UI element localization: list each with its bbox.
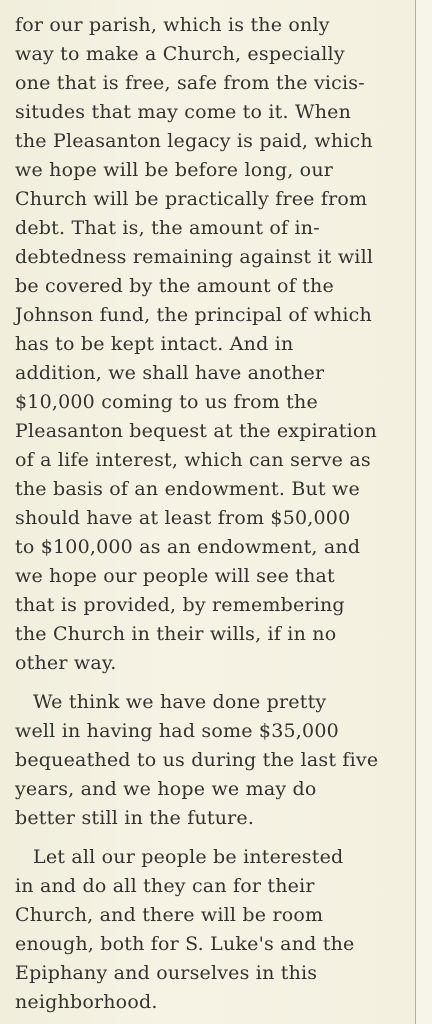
text-line: we hope will be before long, our: [15, 159, 334, 181]
text-line: way to make a Church, especially: [15, 43, 345, 65]
text-line: that is provided, by remembering: [15, 594, 345, 616]
text-line: better still in the future.: [15, 807, 255, 829]
text-line: the Church in their wills, if in no: [15, 623, 337, 645]
text-line: Church will be practically free from: [15, 188, 368, 210]
text-line: in and do all they can for their: [15, 875, 315, 897]
text-line: of a life interest, which can serve as: [15, 449, 371, 471]
text-line: neighborhood.: [15, 991, 158, 1013]
text-line: we hope our people will see that: [15, 565, 335, 587]
paragraph-first-line: We think we have done pretty: [33, 691, 327, 713]
text-line: to $100,000 as an endowment, and: [15, 536, 361, 558]
text-line: Pleasanton bequest at the expiration: [15, 420, 377, 442]
text-line: one that is free, safe from the vicis-: [15, 72, 365, 94]
text-line: well in having had some $35,000: [15, 720, 339, 742]
text-line: has to be kept intact. And in: [15, 333, 294, 355]
paragraph-first-line: Let all our people be interested: [33, 846, 344, 868]
text-line: addition, we shall have another: [15, 362, 325, 384]
text-line: the basis of an endowment. But we: [15, 478, 360, 500]
text-line: debt. That is, the amount of in-: [15, 217, 320, 239]
text-line: Johnson fund, the principal of which: [15, 304, 372, 326]
text-line: Epiphany and ourselves in this: [15, 962, 318, 984]
text-line: enough, both for S. Luke's and the: [15, 933, 355, 955]
text-line: Church, and there will be room: [15, 904, 324, 926]
text-line: should have at least from $50,000: [15, 507, 351, 529]
text-line: the Pleasanton legacy is paid, which: [15, 130, 373, 152]
text-line: years, and we hope we may do: [15, 778, 317, 800]
text-line: debtedness remaining against it will: [15, 246, 374, 268]
text-line: bequeathed to us during the last five: [15, 749, 379, 771]
text-line: $10,000 coming to us from the: [15, 391, 318, 413]
text-line: other way.: [15, 652, 117, 674]
text-line: for our parish, which is the only: [15, 14, 330, 36]
text-line: be covered by the amount of the: [15, 275, 334, 297]
text-line: situdes that may come to it. When: [15, 101, 352, 123]
